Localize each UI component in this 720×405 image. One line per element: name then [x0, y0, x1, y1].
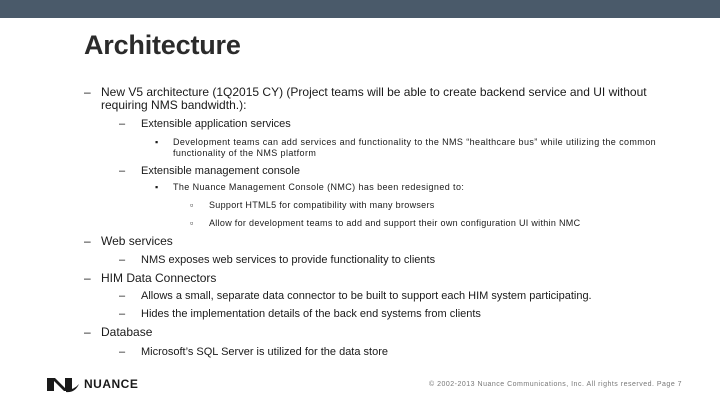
bullet-marker: – — [84, 85, 91, 99]
bullet-marker: – — [84, 325, 91, 339]
bullet-allow-config-ui: Allow for development teams to add and support their own configuration UI within NMC — [209, 218, 581, 228]
bullet-dev-teams-add-services: Development teams can add services and functionality to the NMS “healthcare bus” while utilizing the common functionality of the NMS platform — [173, 137, 657, 158]
bullet-marker: – — [84, 234, 91, 248]
logo-wordmark: NUANCE — [84, 377, 139, 391]
bullet-sql-server: Microsoft’s SQL Server is utilized for the data store — [141, 346, 388, 358]
top-banner — [0, 0, 720, 18]
bullet-marker: – — [119, 308, 126, 320]
bullet-marker: ▪ — [155, 137, 159, 147]
bullet-v5-architecture: New V5 architecture (1Q2015 CY) (Project teams will be able to create backend service and UI without requiring NMS bandwidth.): — [101, 85, 647, 112]
bullet-marker: – — [119, 118, 126, 130]
bullet-hide-implementation: Hides the implementation details of the back end systems from clients — [141, 308, 481, 320]
bullet-marker: ▪ — [155, 182, 159, 192]
nuance-logo — [46, 374, 138, 394]
copyright-footer: © 2002-2013 Nuance Communications, Inc. All rights reserved. Page 7 — [429, 381, 683, 388]
bullet-marker: – — [119, 165, 126, 177]
bullet-marker: – — [119, 254, 126, 266]
bullet-web-services: Web services — [101, 234, 173, 248]
bullet-marker: – — [119, 346, 126, 358]
bullet-him-data-connectors: HIM Data Connectors — [101, 271, 217, 285]
bullet-nms-web-services: NMS exposes web services to provide functionality to clients — [141, 254, 436, 266]
bullet-marker: – — [84, 271, 91, 285]
bullet-database: Database — [101, 325, 153, 339]
bullet-small-data-connector: Allows a small, separate data connector to be built to support each HIM system participating. — [141, 290, 592, 302]
nuance-swoosh-icon — [46, 374, 80, 394]
slide-title: Architecture — [84, 30, 241, 60]
bullet-marker: ▫ — [190, 218, 194, 228]
bullet-extensible-mgmt-console: Extensible management console — [141, 165, 300, 177]
bullet-marker: – — [119, 290, 126, 302]
bullet-nmc-redesigned: The Nuance Management Console (NMC) has been redesigned to: — [173, 182, 465, 192]
bullet-support-html5: Support HTML5 for compatibility with many browsers — [209, 200, 435, 210]
bullet-marker: ▫ — [190, 200, 194, 210]
bullet-extensible-app-services: Extensible application services — [141, 118, 291, 130]
